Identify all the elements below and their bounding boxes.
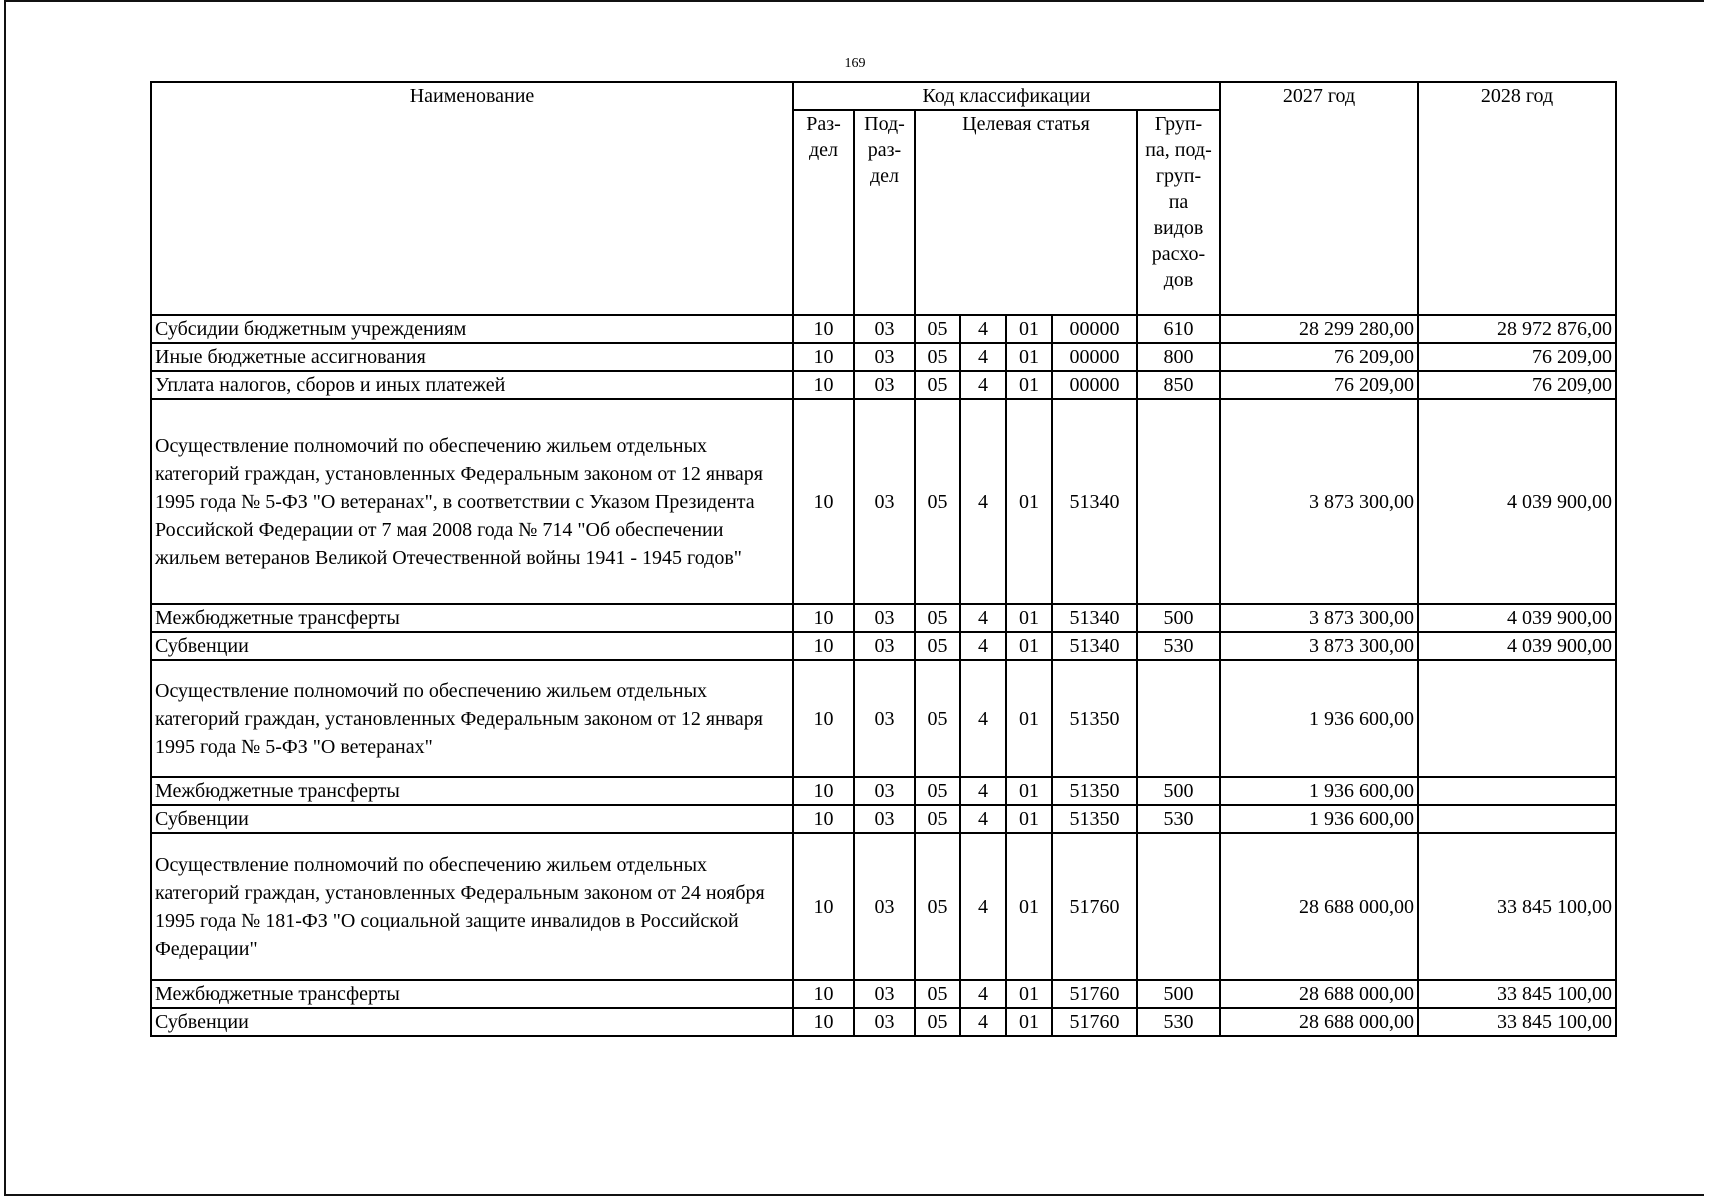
row-target-type-cell: 4 (960, 343, 1006, 371)
row-group-cell: 610 (1137, 315, 1220, 343)
row-target-direction-cell: 00000 (1052, 343, 1137, 371)
header-razdel-line: Раз- (806, 113, 841, 135)
row-group-cell: 500 (1137, 777, 1220, 805)
row-target-subprogram-cell: 01 (1006, 805, 1052, 833)
header-podrazdel-line: раз- (867, 139, 902, 161)
row-year-2028-cell (1418, 660, 1616, 777)
row-target-type-cell: 4 (960, 1008, 1006, 1036)
table-row (151, 833, 1616, 980)
table-row (151, 660, 1616, 777)
row-razdel-cell: 10 (793, 604, 854, 632)
row-target-subprogram-cell: 01 (1006, 660, 1052, 777)
row-podrazdel-cell: 03 (854, 399, 915, 604)
row-podrazdel-cell: 03 (854, 980, 915, 1008)
row-year-2027-cell: 28 688 000,00 (1220, 833, 1418, 980)
row-podrazdel-cell: 03 (854, 371, 915, 399)
row-podrazdel-cell: 03 (854, 1008, 915, 1036)
header-group-line: Груп- (1154, 113, 1203, 135)
row-year-2027-cell: 1 936 600,00 (1220, 777, 1418, 805)
row-target-subprogram-cell: 01 (1006, 371, 1052, 399)
header-razdel-line: дел (808, 139, 839, 161)
table-row (151, 805, 1616, 833)
row-target-type-cell: 4 (960, 833, 1006, 980)
row-group-cell: 500 (1137, 980, 1220, 1008)
header-podrazdel (854, 110, 915, 315)
row-target-program-cell: 05 (915, 833, 960, 980)
row-target-direction-cell: 51760 (1052, 1008, 1137, 1036)
row-target-type-cell: 4 (960, 371, 1006, 399)
row-target-program-cell: 05 (915, 371, 960, 399)
header-target-article: Целевая статья (915, 110, 1137, 315)
row-name-cell: Иные бюджетные ассигнования (151, 343, 793, 371)
page-number: 169 (844, 56, 866, 71)
row-target-type-cell: 4 (960, 632, 1006, 660)
row-target-program-cell: 05 (915, 604, 960, 632)
row-target-direction-cell: 00000 (1052, 371, 1137, 399)
table-row (151, 371, 1616, 399)
row-name-cell: Осуществление полномочий по обеспечению жильем отдельных категорий граждан, установленных Федеральным законом от 12 января 1995 года № 5-ФЗ "О ветеранах", в соответствии с Указом Президента Российской Федерации от 7 мая 2008 года № 714 "Об обеспечении жильем ветеранов Великой Отечественной войны 1941 - 1945 годов" (151, 399, 793, 604)
row-target-program-cell: 05 (915, 777, 960, 805)
row-podrazdel-cell: 03 (854, 833, 915, 980)
row-year-2028-cell: 4 039 900,00 (1418, 399, 1616, 604)
header-group-line: груп- (1155, 165, 1202, 187)
table-row (151, 604, 1616, 632)
row-group-cell: 530 (1137, 805, 1220, 833)
row-year-2028-cell: 4 039 900,00 (1418, 632, 1616, 660)
row-target-program-cell: 05 (915, 980, 960, 1008)
row-group-cell (1137, 660, 1220, 777)
header-group-line: па (1168, 191, 1189, 213)
row-year-2027-cell: 3 873 300,00 (1220, 399, 1418, 604)
header-year-2027: 2027 год (1220, 82, 1418, 315)
row-target-direction-cell: 00000 (1052, 315, 1137, 343)
row-year-2027-cell: 76 209,00 (1220, 371, 1418, 399)
header-name: Наименование (151, 82, 793, 315)
row-target-type-cell: 4 (960, 399, 1006, 604)
header-razdel (793, 110, 854, 315)
row-target-type-cell: 4 (960, 805, 1006, 833)
row-target-type-cell: 4 (960, 777, 1006, 805)
row-year-2028-cell: 28 972 876,00 (1418, 315, 1616, 343)
row-name-cell: Субвенции (151, 632, 793, 660)
row-razdel-cell: 10 (793, 833, 854, 980)
row-year-2027-cell: 28 688 000,00 (1220, 980, 1418, 1008)
row-razdel-cell: 10 (793, 777, 854, 805)
table-row (151, 777, 1616, 805)
row-podrazdel-cell: 03 (854, 604, 915, 632)
row-name-cell: Уплата налогов, сборов и иных платежей (151, 371, 793, 399)
row-podrazdel-cell: 03 (854, 777, 915, 805)
row-target-subprogram-cell: 01 (1006, 833, 1052, 980)
row-razdel-cell: 10 (793, 371, 854, 399)
header-year-2028: 2028 год (1418, 82, 1616, 315)
row-target-subprogram-cell: 01 (1006, 604, 1052, 632)
header-podrazdel-line: дел (869, 165, 900, 187)
row-name-cell: Субсидии бюджетным учреждениям (151, 315, 793, 343)
row-razdel-cell: 10 (793, 980, 854, 1008)
row-year-2027-cell: 1 936 600,00 (1220, 660, 1418, 777)
row-target-type-cell: 4 (960, 980, 1006, 1008)
table-row (151, 980, 1616, 1008)
row-target-program-cell: 05 (915, 343, 960, 371)
row-target-direction-cell: 51760 (1052, 833, 1137, 980)
row-year-2027-cell: 76 209,00 (1220, 343, 1418, 371)
row-target-program-cell: 05 (915, 315, 960, 343)
row-year-2027-cell: 28 688 000,00 (1220, 1008, 1418, 1036)
row-year-2028-cell (1418, 777, 1616, 805)
row-group-cell: 850 (1137, 371, 1220, 399)
row-podrazdel-cell: 03 (854, 660, 915, 777)
row-name-cell: Межбюджетные трансферты (151, 980, 793, 1008)
row-podrazdel-cell: 03 (854, 315, 915, 343)
row-podrazdel-cell: 03 (854, 343, 915, 371)
row-year-2028-cell: 33 845 100,00 (1418, 833, 1616, 980)
row-target-direction-cell: 51760 (1052, 980, 1137, 1008)
row-target-program-cell: 05 (915, 805, 960, 833)
row-target-subprogram-cell: 01 (1006, 980, 1052, 1008)
row-podrazdel-cell: 03 (854, 805, 915, 833)
header-group-line: видов (1153, 217, 1204, 239)
row-target-direction-cell: 51350 (1052, 660, 1137, 777)
row-name-cell: Межбюджетные трансферты (151, 604, 793, 632)
row-target-direction-cell: 51350 (1052, 777, 1137, 805)
row-group-cell: 500 (1137, 604, 1220, 632)
row-year-2027-cell: 28 299 280,00 (1220, 315, 1418, 343)
header-row-1 (151, 82, 1616, 110)
row-target-subprogram-cell: 01 (1006, 632, 1052, 660)
row-group-cell: 800 (1137, 343, 1220, 371)
table-row (151, 343, 1616, 371)
row-target-program-cell: 05 (915, 399, 960, 604)
row-name-cell: Осуществление полномочий по обеспечению жильем отдельных категорий граждан, установленных Федеральным законом от 24 ноября 1995 года № 181-ФЗ "О социальной защите инвалидов в Российской Федерации" (151, 833, 793, 980)
header-group-line: дов (1163, 269, 1194, 291)
row-razdel-cell: 10 (793, 805, 854, 833)
row-target-subprogram-cell: 01 (1006, 315, 1052, 343)
row-target-subprogram-cell: 01 (1006, 343, 1052, 371)
row-target-direction-cell: 51340 (1052, 604, 1137, 632)
row-year-2027-cell: 3 873 300,00 (1220, 632, 1418, 660)
row-target-subprogram-cell: 01 (1006, 399, 1052, 604)
row-target-direction-cell: 51350 (1052, 805, 1137, 833)
row-name-cell: Субвенции (151, 1008, 793, 1036)
row-year-2028-cell: 76 209,00 (1418, 343, 1616, 371)
header-podrazdel-line: Под- (864, 113, 905, 135)
table-row (151, 632, 1616, 660)
row-group-cell: 530 (1137, 1008, 1220, 1036)
row-year-2028-cell: 33 845 100,00 (1418, 1008, 1616, 1036)
budget-table (150, 81, 1617, 1037)
row-year-2028-cell (1418, 805, 1616, 833)
table-row (151, 1008, 1616, 1036)
row-group-cell (1137, 399, 1220, 604)
row-group-cell (1137, 833, 1220, 980)
row-target-direction-cell: 51340 (1052, 632, 1137, 660)
row-razdel-cell: 10 (793, 343, 854, 371)
row-razdel-cell: 10 (793, 399, 854, 604)
row-name-cell: Субвенции (151, 805, 793, 833)
table-row (151, 315, 1616, 343)
table-row (151, 399, 1616, 604)
row-name-cell: Осуществление полномочий по обеспечению жильем отдельных категорий граждан, установленных Федеральным законом от 12 января 1995 года № 5-ФЗ "О ветеранах" (151, 660, 793, 777)
row-razdel-cell: 10 (793, 1008, 854, 1036)
header-group-line: па, под- (1145, 139, 1212, 161)
header-code: Код классификации (793, 82, 1220, 110)
row-year-2027-cell: 3 873 300,00 (1220, 604, 1418, 632)
row-year-2028-cell: 76 209,00 (1418, 371, 1616, 399)
row-year-2027-cell: 1 936 600,00 (1220, 805, 1418, 833)
row-target-type-cell: 4 (960, 315, 1006, 343)
row-group-cell: 530 (1137, 632, 1220, 660)
row-razdel-cell: 10 (793, 660, 854, 777)
row-target-program-cell: 05 (915, 1008, 960, 1036)
row-name-cell: Межбюджетные трансферты (151, 777, 793, 805)
row-year-2028-cell: 4 039 900,00 (1418, 604, 1616, 632)
row-year-2028-cell: 33 845 100,00 (1418, 980, 1616, 1008)
row-target-type-cell: 4 (960, 604, 1006, 632)
row-target-type-cell: 4 (960, 660, 1006, 777)
row-target-program-cell: 05 (915, 632, 960, 660)
row-target-direction-cell: 51340 (1052, 399, 1137, 604)
header-group (1137, 110, 1220, 315)
row-target-subprogram-cell: 01 (1006, 1008, 1052, 1036)
row-razdel-cell: 10 (793, 632, 854, 660)
row-razdel-cell: 10 (793, 315, 854, 343)
row-target-program-cell: 05 (915, 660, 960, 777)
row-podrazdel-cell: 03 (854, 632, 915, 660)
row-target-subprogram-cell: 01 (1006, 777, 1052, 805)
header-group-line: расхо- (1151, 243, 1206, 265)
